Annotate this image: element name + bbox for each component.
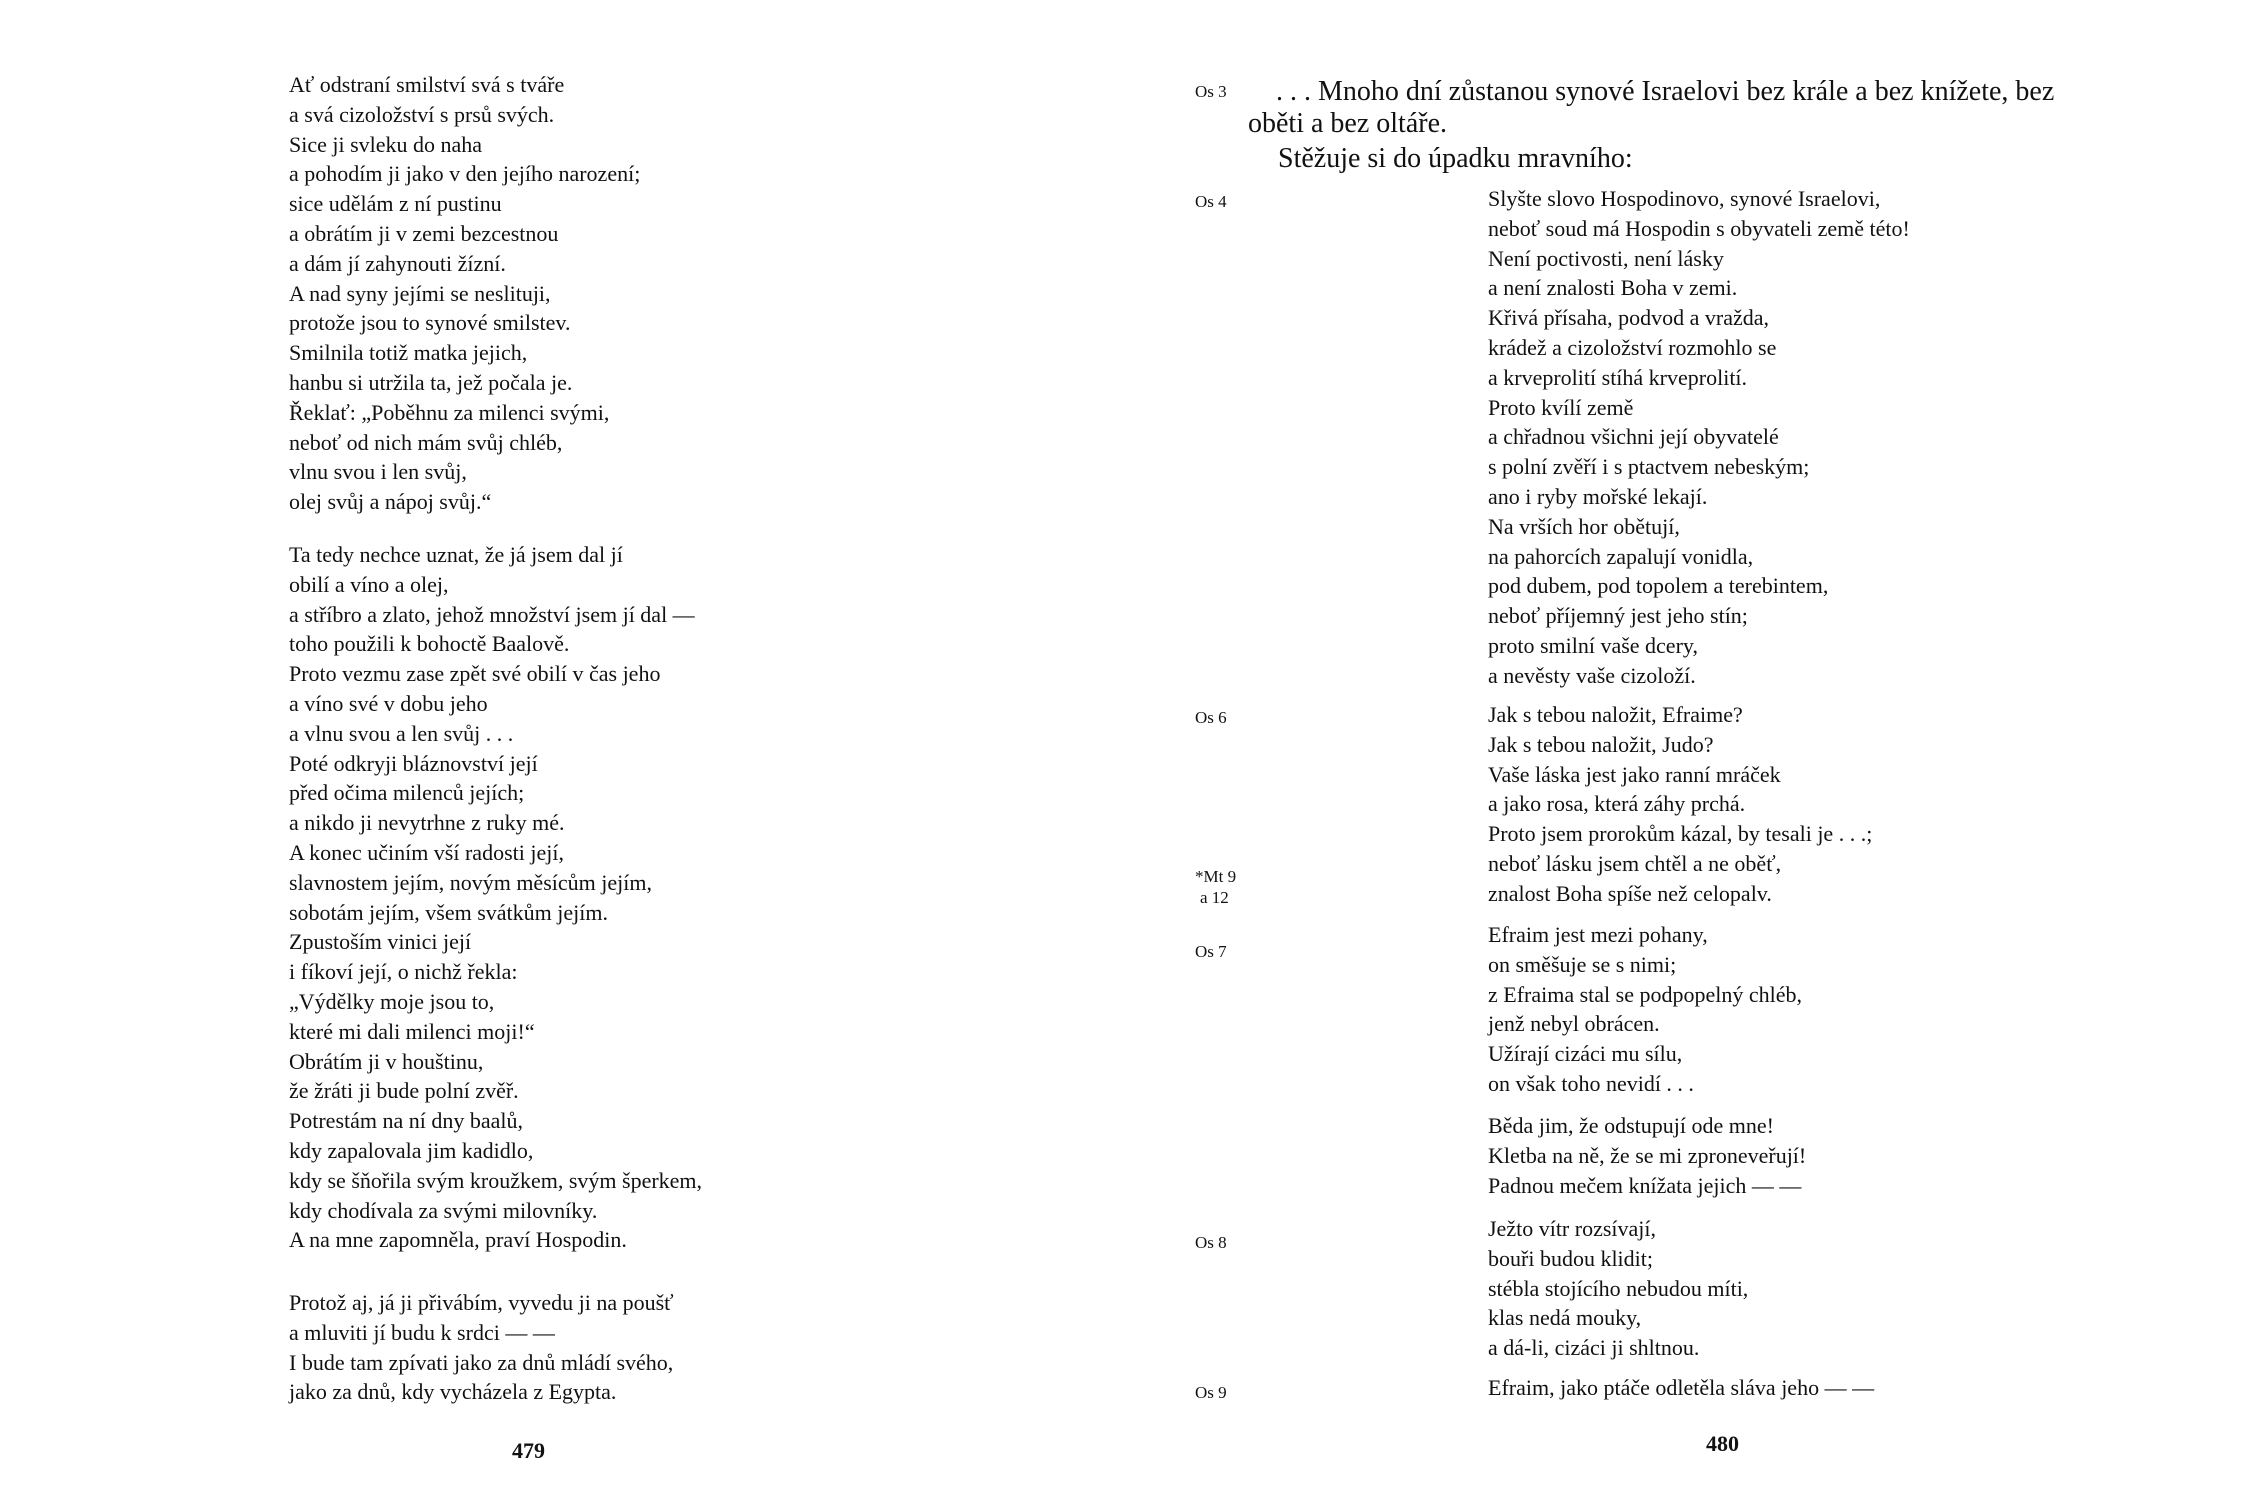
verse-line: Jak s tebou naložit, Judo? — [1488, 731, 1714, 757]
stanza-6 — [1488, 920, 1802, 1099]
verse-line: a nikdo ji nevytrhne z ruky mé. — [289, 810, 565, 836]
verse-line: Ať odstraní smilství svá s tváře — [289, 72, 565, 97]
verse-line: sobotám jejím, všem svátkům jejím. — [289, 899, 608, 925]
page-number: 480 — [1706, 1431, 1739, 1456]
stanza-5 — [1488, 700, 1872, 909]
margin-reference: Os 9 — [1195, 1383, 1227, 1402]
verse-line: kdy zapalovala jim kadidlo, — [289, 1137, 534, 1163]
verse-line: pod dubem, pod topolem a terebintem, — [1488, 573, 1829, 599]
verse-line: krádež a cizoložství rozmohlo se — [1488, 334, 1777, 360]
verse-line: toho použili k bohoctě Baalově. — [289, 631, 570, 657]
verse-line: Kletba na ně, že se mi zproneveřují! — [1488, 1142, 1807, 1168]
verse-line: Proto jsem prorokům kázal, by tesali je . . .; — [1488, 821, 1873, 847]
verse-line: bouři budou klidit; — [1488, 1245, 1653, 1271]
verse-line: kdy chodívala za svými milovníky. — [289, 1197, 598, 1223]
verse-line: znalost Boha spíše než celopalv. — [1488, 880, 1772, 906]
verse-line: a jako rosa, která záhy prchá. — [1488, 791, 1746, 817]
verse-line: Zpustoším vinici její — [289, 929, 472, 955]
verse-line: vlnu svou i len svůj, — [289, 459, 467, 485]
margin-reference: Os 6 — [1195, 708, 1227, 727]
stanza-8 — [1488, 1214, 1748, 1363]
verse-line: Ježto vítr rozsívají, — [1488, 1216, 1657, 1241]
verse-line: Smilnila totiž matka jejich, — [289, 340, 528, 366]
verse-line: sice udělám z ní pustinu — [289, 191, 502, 217]
stanza-9 — [1488, 1373, 1874, 1403]
verse-line: A konec učiním vší radosti její, — [289, 839, 564, 865]
verse-line: Proto kvílí země — [1488, 394, 1634, 420]
verse-line: neboť lásku jsem chtěl a ne oběť, — [1488, 850, 1782, 876]
verse-line: stébla stojícího nebudou míti, — [1488, 1275, 1749, 1301]
stanza-1 — [289, 70, 640, 517]
verse-line: Užírají cizáci mu sílu, — [1488, 1041, 1683, 1067]
verse-line: Řeklať: „Poběhnu za milenci svými, — [289, 399, 610, 425]
stanza-7 — [1488, 1111, 1806, 1200]
verse-line: a pohodím ji jako v den jejího narození; — [289, 161, 641, 187]
verse-line: neboť soud má Hospodin s obyvateli země této! — [1488, 215, 1910, 241]
verse-line: a obrátím ji v zemi bezcestnou — [289, 220, 559, 246]
verse-line: „Výdělky moje jsou to, — [289, 988, 495, 1014]
verse-line: Jak s tebou naložit, Efraime? — [1488, 702, 1743, 727]
verse-line: Efraim jest mezi pohany, — [1488, 922, 1708, 947]
verse-line: obilí a víno a olej, — [289, 571, 449, 597]
verse-line: protože jsou to synové smilstev. — [289, 310, 571, 336]
verse-line: Poté odkryji bláznovství její — [289, 750, 538, 776]
verse-line: Není poctivosti, není lásky — [1488, 245, 1724, 271]
margin-reference: Os 4 — [1195, 192, 1227, 211]
verse-line: proto smilní vaše dcery, — [1488, 632, 1698, 658]
verse-line: neboť od nich mám svůj chléb, — [289, 429, 563, 455]
verse-line: Potrestám na ní dny baalů, — [289, 1108, 524, 1134]
verse-line: a mluviti jí budu k srdci — — — [289, 1319, 555, 1345]
verse-line: jenž nebyl obrácen. — [1488, 1011, 1660, 1037]
verse-line: Obrátím ji v houštinu, — [289, 1048, 484, 1074]
verse-line: s polní zvěří i s ptactvem nebeským; — [1488, 454, 1810, 480]
verse-line: ano i ryby mořské lekají. — [1488, 483, 1708, 509]
verse-line: Ta tedy nechce uznat, že já jsem dal jí — [289, 542, 623, 567]
verse-line: I bude tam zpívati jako za dnů mládí svého, — [289, 1349, 674, 1375]
verse-line: A na mne zapomněla, praví Hospodin. — [289, 1227, 627, 1253]
verse-line: a chřadnou všichni její obyvatelé — [1488, 424, 1779, 450]
verse-line: a víno své v dobu jeho — [289, 690, 488, 716]
verse-line: Proto vezmu zase zpět své obilí v čas jeho — [289, 661, 661, 687]
stanza-2 — [289, 540, 702, 1255]
verse-line: slavnostem jejím, novým měsícům jejím, — [289, 869, 652, 895]
verse-line: které mi dali milenci moji!“ — [289, 1018, 535, 1044]
verse-line: on však toho nevidí . . . — [1488, 1070, 1694, 1096]
verse-line: Běda jim, že odstupují ode mne! — [1488, 1113, 1774, 1138]
verse-line: Na vrších hor obětují, — [1488, 513, 1680, 539]
page-number: 479 — [512, 1438, 545, 1463]
verse-line: i fíkoví její, o nichž řekla: — [289, 959, 518, 985]
intro-line: . . . Mnoho dní zůstanou synové Israelovi bez krále a bez knížete, bez — [1276, 76, 2055, 107]
verse-line: A nad syny jejími se neslituji, — [289, 280, 551, 306]
margin-reference: Os 3 — [1195, 82, 1227, 101]
verse-line: a dám jí zahynouti žízní. — [289, 250, 506, 276]
verse-line: a dá-li, cizáci ji shltnou. — [1488, 1335, 1700, 1361]
verse-line: a stříbro a zlato, jehož množství jsem jí dal — — [289, 601, 695, 627]
section-subheading: Stěžuje si do úpadku mravního: — [1278, 143, 1633, 174]
margin-reference: a 12 — [1200, 888, 1229, 907]
stanza-3 — [289, 1288, 674, 1407]
verse-line: že žráti ji bude polní zvěř. — [289, 1078, 519, 1104]
verse-line: Sice ji svleku do naha — [289, 131, 483, 157]
intro-line: oběti a bez oltáře. — [1248, 108, 1448, 139]
verse-line: před očima milenců jejích; — [289, 780, 525, 806]
verse-line: jako za dnů, kdy vycházela z Egypta. — [289, 1379, 617, 1405]
verse-line: hanbu si utržila ta, jež počala je. — [289, 369, 573, 395]
verse-line: on směšuje se s nimi; — [1488, 951, 1677, 977]
verse-line: Protož aj, já ji přivábím, vyvedu ji na poušť — [289, 1290, 674, 1315]
verse-line: Efraim, jako ptáče odletěla sláva jeho — — — [1488, 1375, 1875, 1400]
verse-line: a vlnu svou a len svůj . . . — [289, 720, 514, 746]
verse-line: z Efraima stal se podpopelný chléb, — [1488, 981, 1803, 1007]
verse-line: Vaše láska jest jako ranní mráček — [1488, 761, 1781, 787]
verse-line: Křivá přísaha, podvod a vražda, — [1488, 305, 1770, 331]
margin-reference: Os 7 — [1195, 942, 1227, 961]
verse-line: a svá cizoložství s prsů svých. — [289, 101, 555, 127]
verse-line: olej svůj a nápoj svůj.“ — [289, 489, 492, 515]
verse-line: neboť příjemný jest jeho stín; — [1488, 603, 1748, 629]
verse-line: kdy se šňořila svým kroužkem, svým šperkem, — [289, 1167, 703, 1193]
verse-line: na pahorcích zapalují vonidla, — [1488, 543, 1754, 569]
verse-line: Padnou mečem knížata jejich — — — [1488, 1172, 1802, 1198]
margin-reference: *Mt 9 — [1195, 867, 1237, 886]
verse-line: a krveprolití stíhá krveprolití. — [1488, 364, 1748, 390]
verse-line: klas nedá mouky, — [1488, 1305, 1642, 1331]
verse-line: a nevěsty vaše cizoloží. — [1488, 662, 1696, 688]
verse-line: Slyšte slovo Hospodinovo, synové Israelovi, — [1488, 186, 1881, 211]
verse-line: a není znalosti Boha v zemi. — [1488, 275, 1738, 301]
margin-reference: Os 8 — [1195, 1233, 1227, 1252]
stanza-4 — [1488, 184, 1910, 691]
